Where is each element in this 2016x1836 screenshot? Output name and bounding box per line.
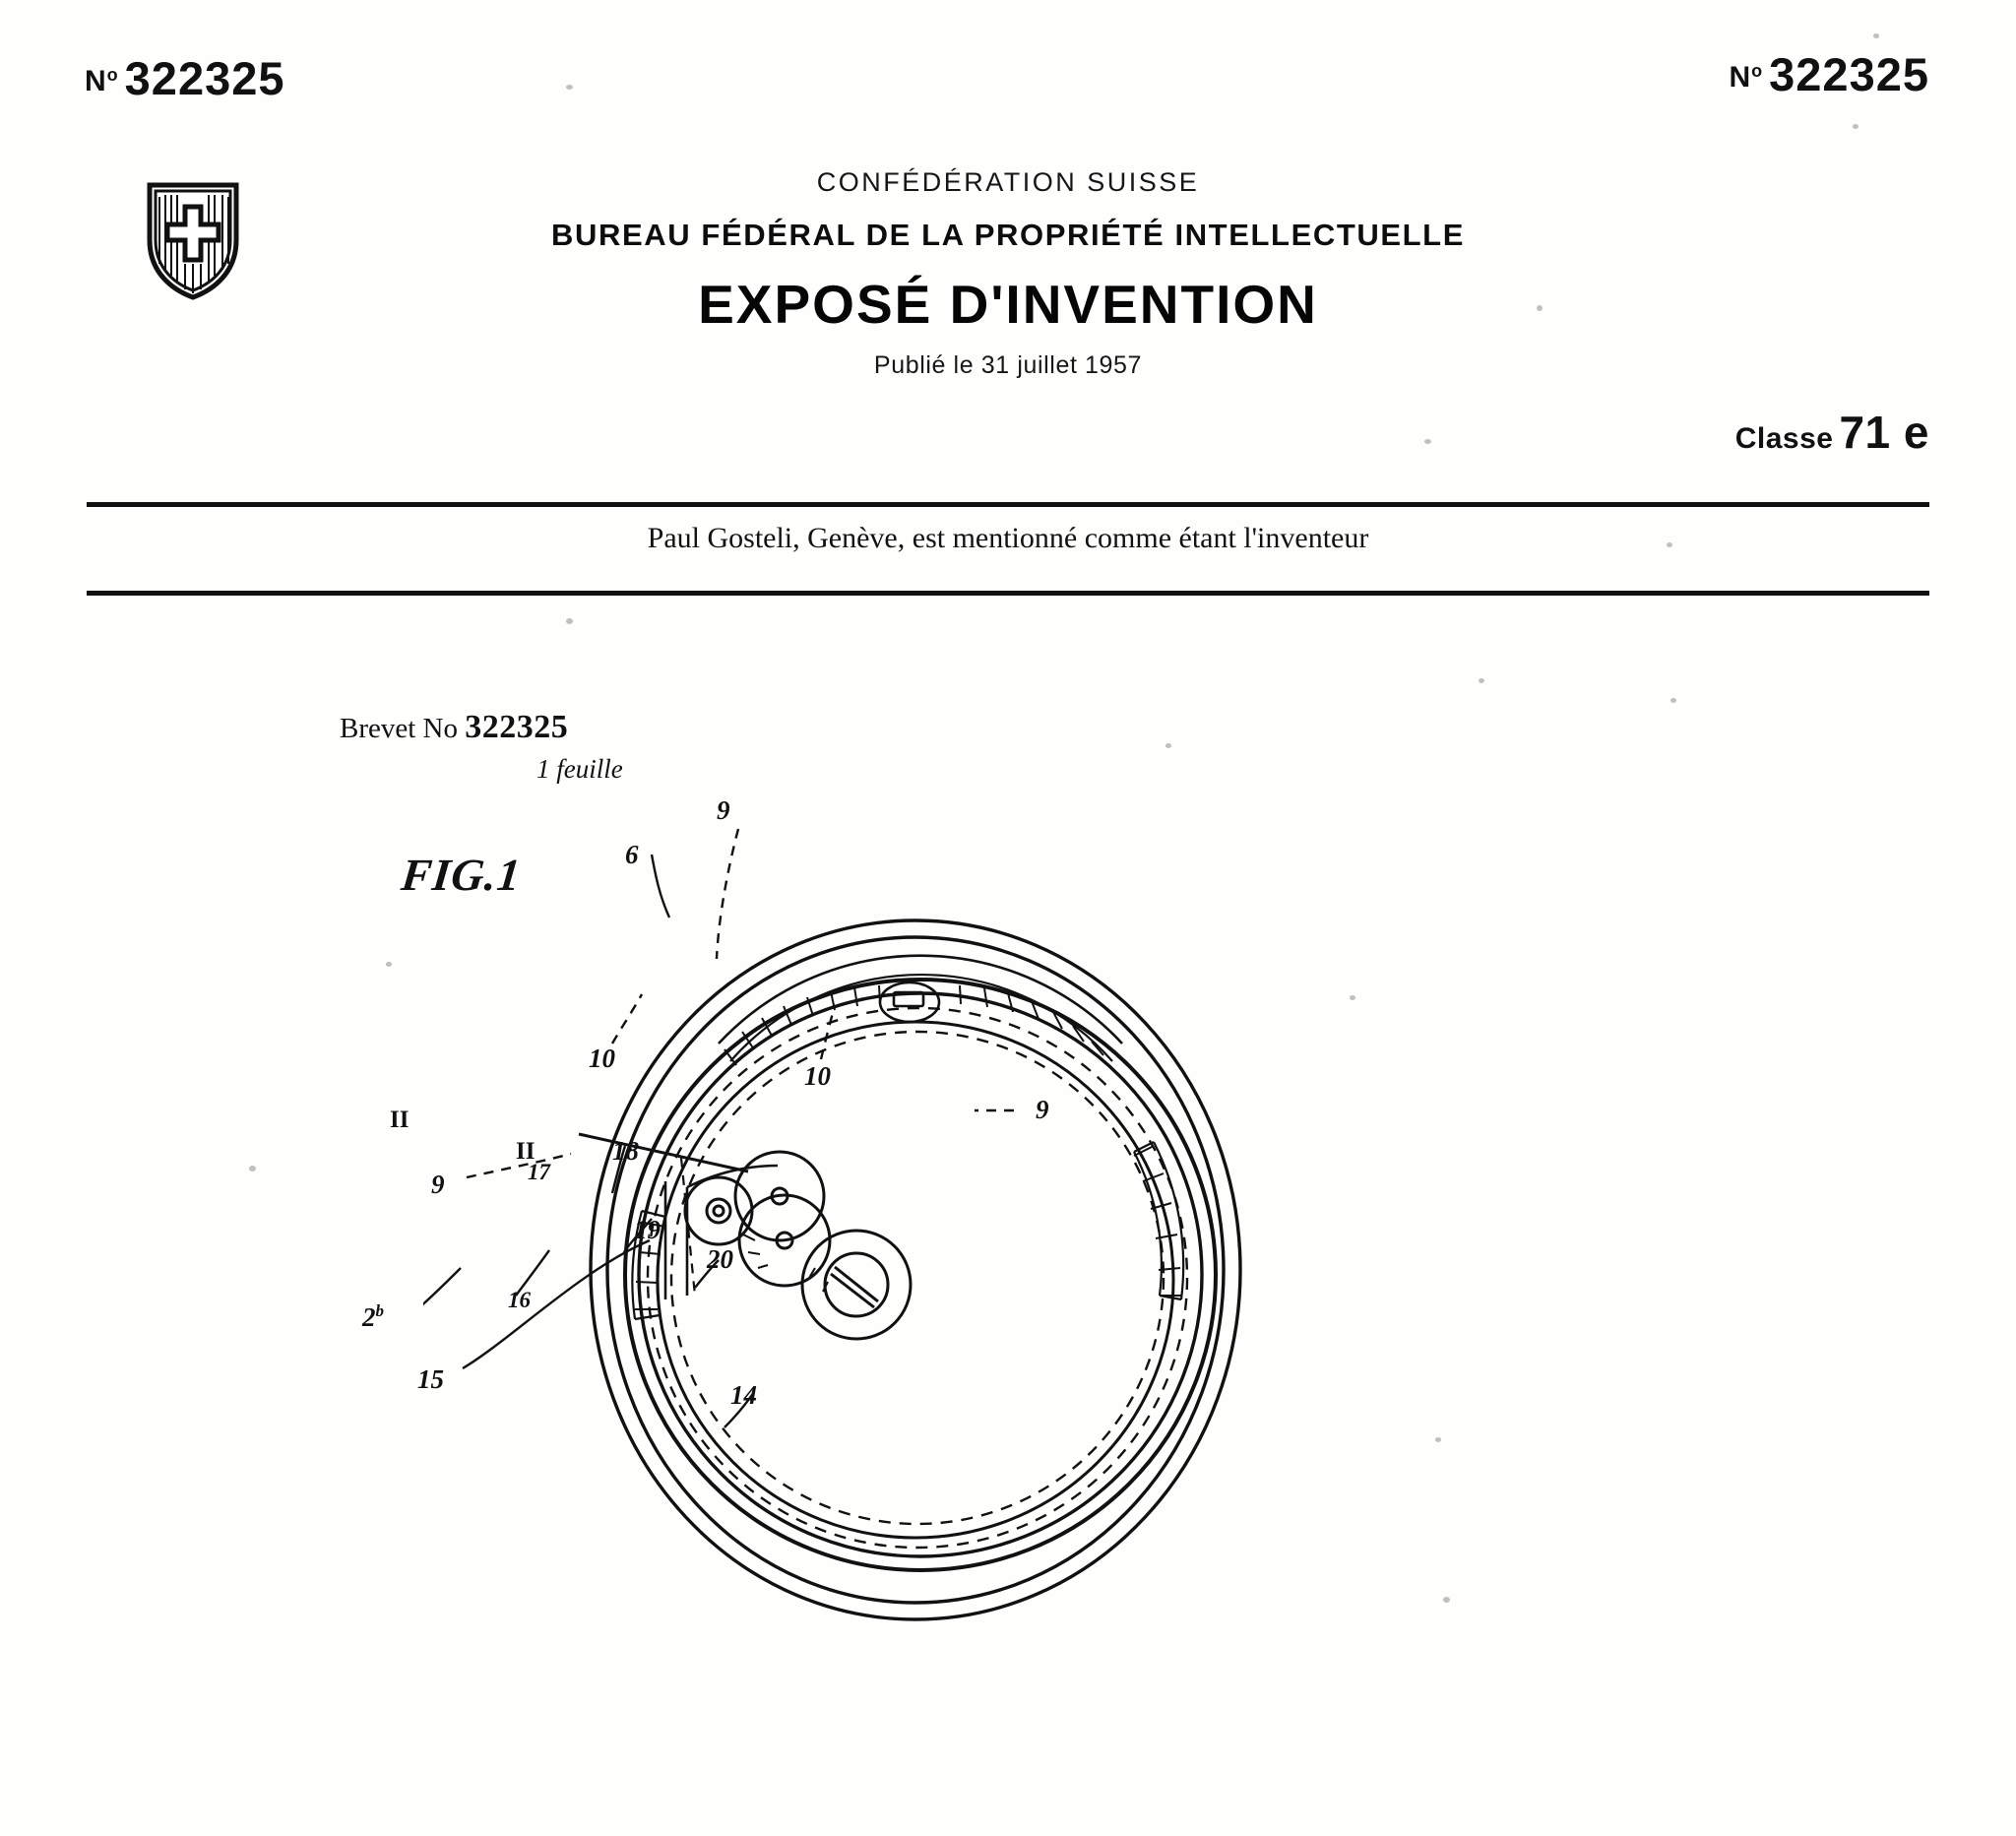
document-title: EXPOSÉ D'INVENTION (698, 274, 1318, 335)
scan-speck (1873, 33, 1879, 38)
callout-6: 6 (625, 840, 639, 869)
callout-2-superscript: b (375, 1301, 384, 1320)
callout-2b (362, 1301, 384, 1333)
publication-date: Publié le 31 juillet 1957 (873, 351, 1143, 379)
scan-speck (1537, 305, 1543, 311)
divider-top (87, 502, 1929, 507)
scan-speck (1479, 678, 1484, 683)
scan-speck (1435, 1437, 1441, 1442)
patent-number-left-value: 322325 (124, 52, 285, 104)
callout-9-top: 9 (717, 795, 730, 825)
callout-14: 14 (730, 1380, 757, 1410)
scan-speck (1670, 698, 1676, 703)
figure-1-drawing (362, 748, 1506, 1693)
patent-number-right-value: 322325 (1769, 48, 1929, 100)
scan-speck (249, 1166, 256, 1171)
scan-speck (386, 962, 392, 967)
brevet-line (340, 709, 568, 746)
section-mark-right: II (516, 1138, 536, 1165)
callout-10-right: 10 (804, 1061, 831, 1091)
callout-9-left: 9 (431, 1170, 445, 1199)
scan-speck (1667, 542, 1672, 547)
callout-19: 19 (634, 1215, 661, 1244)
callout-18: 18 (612, 1136, 639, 1166)
patent-number-right (1729, 47, 1929, 101)
header-center-block (0, 167, 2016, 380)
callout-17: 17 (528, 1160, 550, 1184)
patent-number-prefix-left: $N^o$ (85, 65, 119, 97)
scan-speck (1166, 743, 1171, 748)
sheet-count: 1 feuille (536, 754, 623, 784)
figure-label: FIG.1 (399, 850, 524, 900)
class-value: 71 e (1839, 407, 1929, 458)
callout-20: 20 (707, 1244, 733, 1274)
patent-number-prefix-right: $N^o$ (1729, 61, 1764, 94)
divider-bottom (87, 591, 1929, 596)
scan-speck (1424, 439, 1431, 444)
inventor-line: Paul Gosteli, Genève, est mentionné comme étant l'inventeur (647, 522, 1369, 554)
callout-10-left: 10 (589, 1044, 615, 1073)
office-line: BUREAU FÉDÉRAL DE LA PROPRIÉTÉ INTELLECTUELLE (551, 218, 1465, 252)
section-mark-left: II (390, 1107, 410, 1133)
scan-speck (566, 85, 573, 90)
scan-speck (1350, 995, 1355, 1000)
callout-16: 16 (508, 1288, 531, 1312)
figure-1-svg (423, 748, 1506, 1693)
callout-15: 15 (417, 1364, 444, 1394)
callout-2-value: 2 (362, 1302, 376, 1332)
brevet-number: 322325 (465, 709, 569, 745)
callout-9-right: 9 (1036, 1095, 1049, 1124)
scan-speck (566, 618, 573, 624)
brevet-label: Brevet No (340, 713, 458, 744)
scan-speck (1853, 124, 1858, 129)
country-line: CONFÉDÉRATION SUISSE (816, 167, 1200, 197)
patent-number-left (85, 51, 285, 105)
class-field (1735, 406, 1929, 459)
scan-speck (1443, 1597, 1450, 1603)
class-label: Classe (1734, 422, 1834, 455)
